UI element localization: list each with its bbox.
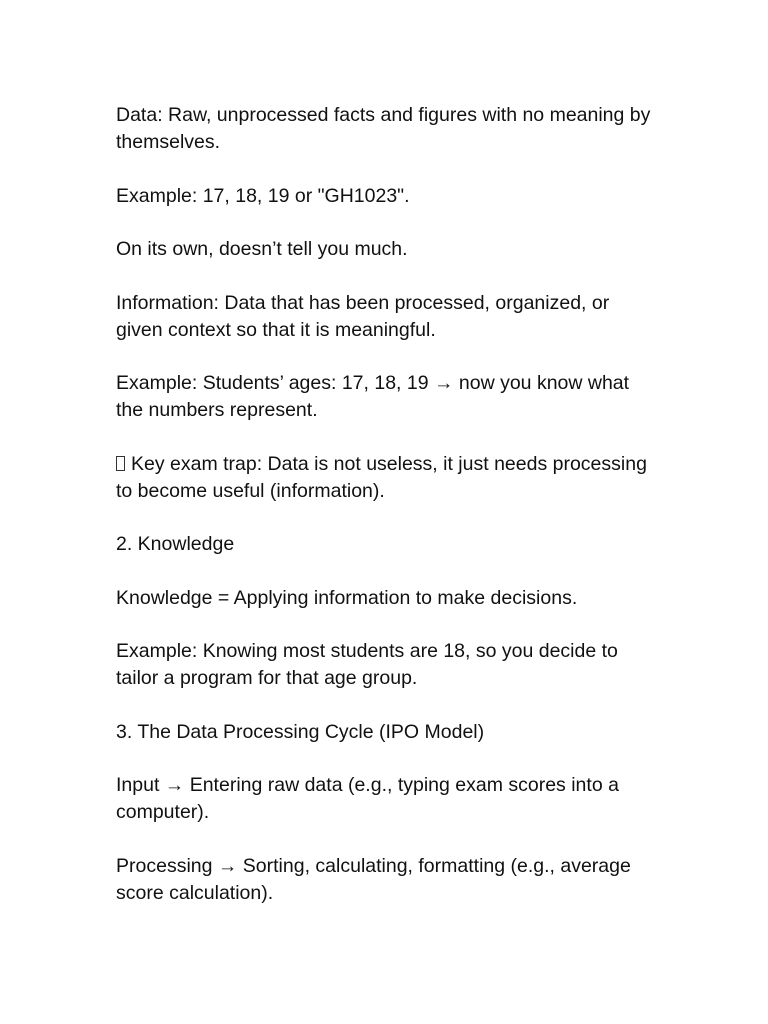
exam-trap-text: Key exam trap: Data is not useless, it just needs processing to become useful (information). xyxy=(116,452,653,502)
document-body xyxy=(116,102,656,907)
heading-data-processing-cycle: 3. The Data Processing Cycle (IPO Model) xyxy=(116,720,485,743)
missing-glyph-icon xyxy=(116,456,125,471)
paragraph-knowledge-example: Example: Knowing most students are 18, so you decide to tailor a program for that age group. xyxy=(116,640,624,689)
paragraph-data-example: Example: 17, 18, 19 or "GH1023". xyxy=(116,184,410,207)
paragraph-knowledge-definition: Knowledge = Applying information to make decisions. xyxy=(116,586,578,609)
paragraph-data-definition: Data: Raw, unprocessed facts and figures with no meaning by themselves. xyxy=(116,104,656,153)
paragraph-information-example: Example: Students’ ages: 17, 18, 19 → now you know what the numbers represent. xyxy=(116,372,635,421)
heading-knowledge: 2. Knowledge xyxy=(116,533,235,555)
paragraph-information-definition: Information: Data that has been processed, organized, or given context so that it is meaningful. xyxy=(116,291,615,341)
paragraph-exam-trap xyxy=(116,451,656,505)
paragraph-processing: Processing → Sorting, calculating, formatting (e.g., average score calculation). xyxy=(116,854,637,904)
paragraph-input: Input → Entering raw data (e.g., typing exam scores into a computer). xyxy=(116,774,625,823)
paragraph-data-note: On its own, doesn’t tell you much. xyxy=(116,238,408,260)
